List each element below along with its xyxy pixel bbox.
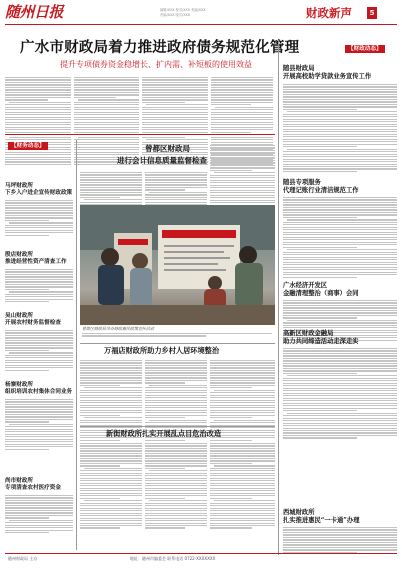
center-photo [80, 205, 275, 325]
lead-bottom-rule [5, 134, 275, 135]
center-body-col8 [145, 443, 207, 529]
left-body-2 [5, 269, 73, 302]
right-body-1 [283, 84, 397, 172]
left-headline-2: 殷店财政所 推进经营性资产清查工作 [5, 252, 67, 265]
lead-body-col1 [5, 77, 71, 165]
left-col-tag: 【财务动态】 [8, 142, 48, 150]
left-body-3 [5, 330, 73, 371]
footer-rule [5, 553, 397, 554]
right-body-4 [283, 348, 397, 439]
left-body-5 [5, 495, 73, 533]
page-number-badge: 5 [367, 7, 377, 19]
center-headline-1: 曾都区财政局 [145, 144, 190, 153]
right-body-2 [283, 197, 397, 278]
masthead-info-2: 责编/XXX 版式/XXX [160, 13, 191, 17]
photo-caption: 曾都区财政局举办财政惠民政策宣传活动 [82, 326, 154, 331]
footer-text-1: 随州财政局 主办 [8, 556, 38, 561]
right-body-5 [283, 527, 397, 553]
left-headline-1: 马坪财政所 下乡入户进企宣传财政政策 [5, 183, 73, 196]
masthead-info-1: 编辑/XXX 校对/XXX 美编/XXX [160, 8, 206, 12]
left-body-1 [5, 200, 73, 236]
photo-caption-lines [82, 333, 272, 337]
lead-tag: 【财政动态】 [345, 45, 385, 53]
left-body-4 [5, 399, 73, 450]
right-headline-2: 随县专项服务 代理记账行业清洁规范工作 [283, 179, 359, 194]
masthead-rule [5, 24, 397, 25]
center-headline-2: 进行会计信息质量监督检查 [117, 156, 207, 165]
lead-headline: 广水市财政局着力推进政府债务规范化管理 [20, 39, 300, 56]
center-body-col7 [80, 443, 142, 529]
right-headline-5: 西城财政所 扎实推进惠民“一卡通”办理 [283, 509, 360, 524]
right-headline-3: 广水经济开发区 金融清理整治（商事）会同 [283, 282, 359, 297]
left-headline-3: 吴山财政所 开展农村财务监督检查 [5, 313, 61, 326]
center-headline-3: 万福店财政所助力乡村人居环境整治 [104, 346, 220, 355]
photo-scene [80, 205, 275, 325]
center-mid-rule [80, 343, 275, 344]
left-headline-4: 杨寨财政所 组织培训农村集体合同业务 [5, 382, 73, 395]
right-headline-4: 高新区财政金融局 助力共同缔造活动走深走实 [283, 330, 359, 345]
center-body-col9 [210, 443, 275, 529]
left-headline-5: 尚市财政所 专项清查农村医疗资金 [5, 478, 61, 491]
right-headline-1: 随县财政局 开展高校助学贷款业务宣传工作 [283, 65, 372, 80]
newspaper-logo: 随州日报 [5, 3, 64, 21]
lead-body-col2 [74, 77, 139, 165]
section-title: 财政新声 [306, 6, 352, 20]
left-col-divider [76, 140, 77, 550]
center-lower-rule [80, 426, 275, 427]
footer-text-2: 地址：随州市编委会 联系电话 0722-XXXXXXX [130, 556, 216, 561]
center-headline-4: 新街财政所扎实开展乱点目危治改造 [106, 429, 222, 438]
right-col-divider [278, 40, 279, 555]
lead-subhead: 提升专项债券资金稳增长、扩内需、补短板的使用效益 [60, 60, 252, 69]
